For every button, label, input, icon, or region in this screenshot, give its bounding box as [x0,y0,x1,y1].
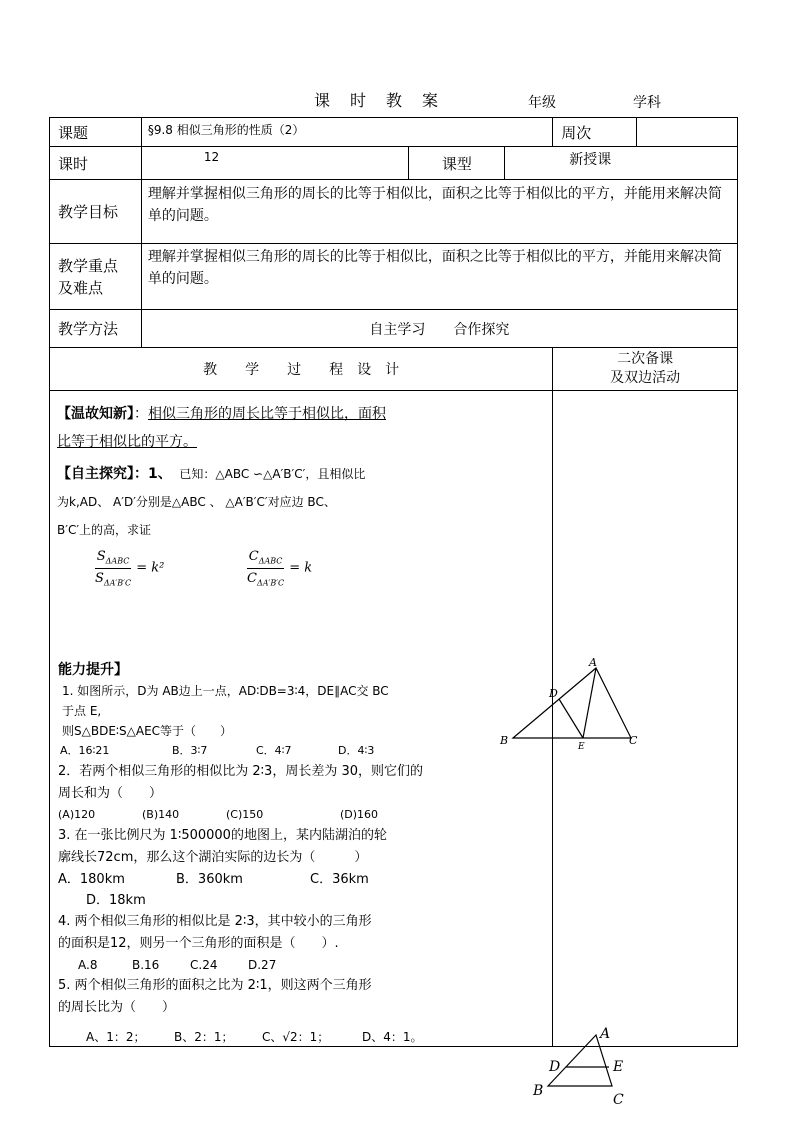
goal-text: 理解并掌握相似三角形的周长的比等于相似比，面积之比等于相似比的平方，并能用来解决简单的问题。 [141,180,737,244]
type-label: 课型 [409,147,505,180]
review-colon: ： [134,406,148,422]
q2-option-a: (A)120 [58,808,96,821]
fig1-label-b: B [500,734,509,747]
explore-tag: 【自主探究】 [57,466,134,482]
week-label: 周次 [553,118,637,147]
process-content [57,400,449,544]
q1-option-c: C．4∶7 [256,744,292,757]
q2 [58,761,450,805]
review-text-2: 比等于相似比的平方。 [57,434,197,450]
q3 [58,825,450,869]
fig1-label-e: E [578,742,585,752]
q3-line1: 3. 在一张比例尺为 1∶500000的地图上，某内陆湖泊的轮 [58,828,387,843]
fig2-label-d: D [549,1059,561,1075]
q4-options [58,955,450,975]
f1-num: S [96,549,106,564]
formula-area [95,549,164,587]
side-label [553,348,738,391]
period-value: 12 [141,147,409,180]
q4-option-c: C.24 [190,958,218,972]
fig2-label-a: A [600,1026,611,1042]
q3-option-c: C．36km [310,872,369,887]
q1-line3: 则S△BDE∶S△AEC等于（ ） [62,724,233,738]
q5-line1: 5. 两个相似三角形的面积之比为 2∶1，则这两个三角形 [58,978,372,993]
formula-1-fraction [95,549,131,587]
q4-option-a: A.8 [78,958,98,972]
q5-options [58,1025,450,1049]
f1-num-sub: ΔABC [105,556,130,566]
doc-title: 课 时 教 案 [314,91,441,110]
f2-den-sub: ΔA′B′C [256,578,285,588]
f2-num-sub: ΔABC [258,556,283,566]
q3-option-b: B．360km [176,872,243,887]
formula-2-fraction [247,549,284,587]
q5-option-d: D、4：1。 [362,1030,423,1044]
q4 [58,911,450,955]
key-label-line2: 及难点 [58,278,104,297]
q4-option-d: D.27 [248,958,277,972]
q5-line2: 的周长比为（ ） [58,1000,176,1015]
process-label: 教 学 过 程 设 计 [50,348,553,391]
f2-bar [247,568,284,569]
f1-rhs: = k² [136,560,165,576]
q4-option-b: B.16 [132,958,160,972]
q3-line2: 廓线长72cm，那么这个湖泊实际的边长为（ ） [58,850,368,865]
q1-option-b: B．3∶7 [172,744,208,757]
week-value [637,118,738,147]
q4-line1: 4. 两个相似三角形的相似比是 2∶3，其中较小的三角形 [58,914,372,929]
f2-rhs: = k [289,560,313,576]
f1-bar [95,568,131,569]
fig2-label-b: B [533,1083,544,1099]
q3-option-d: D．18km [86,893,146,908]
fig2-label-c: C [613,1092,624,1108]
q1-options [58,741,450,761]
q2-option-d: (D)160 [340,808,379,821]
ability-section [58,659,450,1049]
fig1-segment-ae [583,668,596,738]
key-label-line1: 教学重点 [58,256,119,275]
q5-option-c: C、√2：1； [262,1030,330,1044]
fig1-segment-de [559,699,583,738]
topic-label: 课题 [50,118,142,147]
goal-label: 教学目标 [50,180,142,244]
key-label [50,244,142,310]
explore-text-3: B′C′上的高，求证 [57,523,152,537]
q1-option-a: A．16∶21 [60,744,110,757]
q2-options [58,805,450,825]
fig1-label-d: D [549,687,558,700]
explore-text-1: 已知：△ABC ∽△A′B′C′，且相似比 [179,467,366,481]
f1-den-sub: ΔA′B′C [103,578,132,588]
q1-line1: 1. 如图所示，D为 AB边上一点，AD∶DB=3∶4，DE∥AC交 BC [62,684,389,698]
f1-den: S [95,570,104,586]
side-label-line2: 及双边活动 [610,370,681,386]
q3-options [58,869,450,891]
q1-option-d: D．4∶3 [338,744,375,757]
triangle-figure-1 [495,652,645,752]
fig2-label-e: E [613,1059,624,1075]
type-value: 新授课 [505,147,738,180]
period-label: 课时 [50,147,142,180]
method-label: 教学方法 [50,310,142,348]
q1 [58,681,450,741]
q1-line2: 于点 E, [62,704,102,718]
topic-value: §9.8 相似三角形的性质（2） [141,118,552,147]
f2-num: C [248,549,259,564]
explore-text-2: 为k,AD、 A′D′分别是△ABC 、 △A′B′C′对应边 BC、 [57,495,336,509]
key-text: 理解并掌握相似三角形的周长的比等于相似比，面积之比等于相似比的平方，并能用来解决简单的问题。 [141,244,737,310]
subject-label: 学科 [633,95,661,111]
triangle-figure-2 [528,1022,638,1112]
q2-option-c: (C)150 [226,808,264,821]
q4-line2: 的面积是12，则另一个三角形的面积是（ ）. [58,936,339,951]
q5-option-b: B、2：1； [174,1030,234,1044]
grade-label: 年级 [528,95,556,111]
q2-option-b: (B)140 [142,808,180,821]
q2-line2: 周长和为（ ） [58,786,163,801]
review-tag: 【温故知新】 [57,406,134,422]
q5 [58,975,450,1019]
f2-den: C [247,570,257,586]
q3-option-a: A．180km [58,872,125,887]
review-block [57,400,449,456]
formula-area-2 [247,549,312,587]
fig1-triangle-abc [513,668,631,738]
fig1-label-a: A [589,656,597,669]
ability-title: 能力提升】 [58,662,128,678]
review-text-1: 相似三角形的周长比等于相似比，面积 [148,406,386,422]
q5-option-a: A、1：2； [86,1030,146,1044]
q2-line1: 2．若两个相似三角形的相似比为 2∶3，周长差为 30，则它们的 [58,764,424,779]
method-value: 自主学习 合作探究 [141,310,737,348]
explore-block [57,460,449,544]
explore-num: ：1、 [134,466,172,482]
side-label-line1: 二次备课 [617,351,674,367]
fig1-label-c: C [629,734,638,747]
